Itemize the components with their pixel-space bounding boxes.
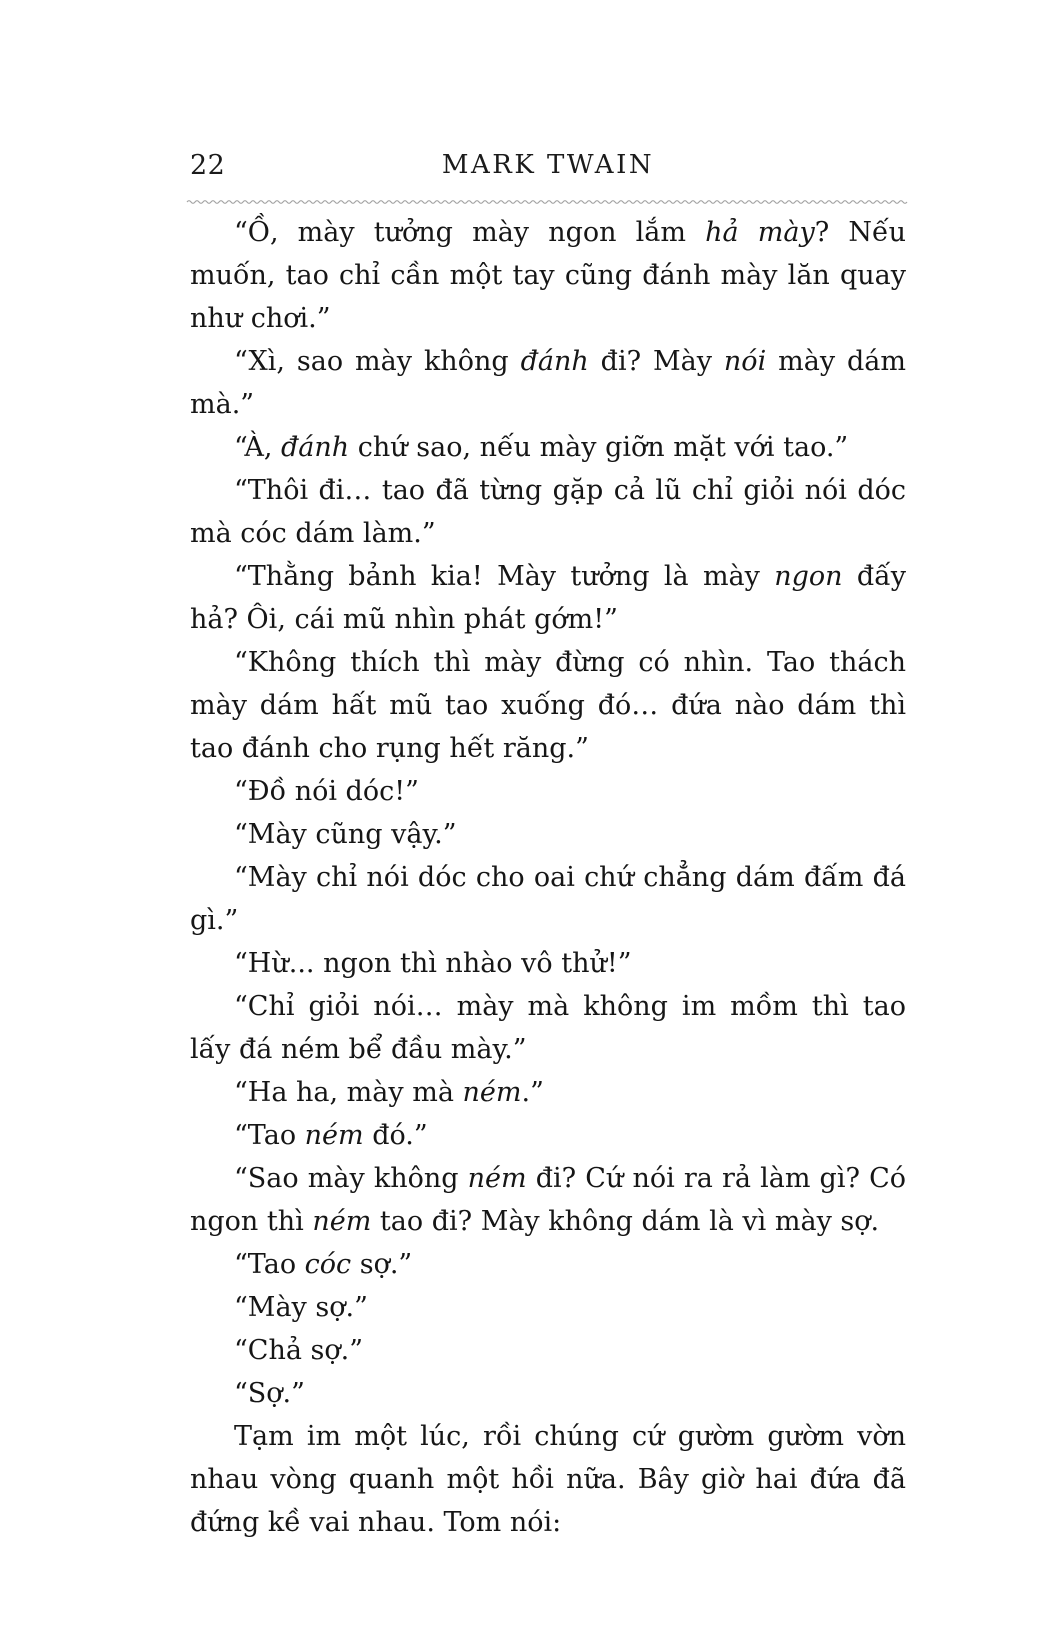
text-run: “Tao	[234, 1249, 305, 1280]
emphasized-text: hả mày	[705, 217, 815, 248]
paragraph	[190, 856, 906, 942]
emphasized-text: đánh	[520, 346, 589, 377]
paragraph	[190, 641, 906, 770]
text-run: “Sao mày không	[234, 1163, 468, 1194]
emphasized-text: ném	[304, 1120, 364, 1151]
emphasized-text: ngon	[774, 561, 843, 592]
text-run: “Thằng bảnh kia! Mày tưởng là mày	[234, 561, 775, 592]
text-run: “Chỉ giỏi nói… mày mà không im mồm thì tao lấy đá ném bể đầu mày.”	[190, 991, 906, 1065]
text-run: ? Nếu muốn, tao chỉ cần một tay cũng đánh mày lăn quay như chơi.”	[190, 217, 906, 334]
paragraph	[190, 1286, 906, 1329]
emphasized-text: ném	[467, 1163, 527, 1194]
paragraph	[190, 813, 906, 856]
paragraph	[190, 1243, 906, 1286]
emphasized-text: nói	[723, 346, 767, 377]
emphasized-text: đánh	[281, 432, 350, 463]
text-run: “Chả sợ.”	[234, 1335, 364, 1366]
text-run: mày dám mà.”	[190, 346, 906, 420]
paragraph	[190, 1071, 906, 1114]
text-run: “Không thích thì mày đừng có nhìn. Tao thách mày dám hất mũ tao xuống đó… đứa nào dám thì tao đánh cho rụng hết răng.”	[190, 647, 906, 764]
text-run: đi? Mày	[588, 346, 724, 377]
text-run: tao đi? Mày không dám là vì mày sợ.	[371, 1206, 880, 1237]
emphasized-text: ném	[462, 1077, 522, 1108]
paragraph	[190, 555, 906, 641]
text-run: “Xì, sao mày không	[234, 346, 521, 377]
text-run: Tạm im một lúc, rồi chúng cứ gườm gườm vờn nhau vòng quanh một hồi nữa. Bây giờ hai đứa đã đứng kề vai nhau. Tom nói:	[190, 1421, 906, 1538]
paragraph	[190, 1329, 906, 1372]
text-run: “Mày sợ.”	[234, 1292, 368, 1323]
text-run: “À,	[234, 432, 281, 463]
paragraph	[190, 469, 906, 555]
paragraph	[190, 1157, 906, 1243]
paragraph	[190, 985, 906, 1071]
emphasized-text: ném	[312, 1206, 372, 1237]
text-run: “Đồ nói dóc!”	[234, 776, 419, 807]
paragraph	[190, 340, 906, 426]
running-title: MARK TWAIN	[441, 150, 655, 180]
emphasized-text: cóc	[304, 1249, 352, 1280]
text-run: .”	[521, 1077, 544, 1108]
wavy-divider-path	[187, 201, 907, 204]
paragraph	[190, 1114, 906, 1157]
page-number: 22	[190, 150, 226, 181]
paragraph	[190, 942, 906, 985]
text-run: “Ồ, mày tưởng mày ngon lắm	[234, 217, 706, 248]
wavy-divider-rule	[186, 196, 908, 206]
paragraph	[190, 1415, 906, 1544]
paragraph	[190, 211, 906, 340]
paragraph	[190, 426, 906, 469]
text-run: “Mày chỉ nói dóc cho oai chứ chẳng dám đấm đá gì.”	[190, 862, 906, 936]
text-run: “Sợ.”	[234, 1378, 305, 1409]
text-run: “Tao	[234, 1120, 305, 1151]
paragraph	[190, 1372, 906, 1415]
text-run: chứ sao, nếu mày giỡn mặt với tao.”	[349, 432, 849, 463]
text-run: đi? Cứ nói ra rả làm gì? Có ngon thì	[190, 1163, 906, 1237]
text-run: đó.”	[363, 1120, 428, 1151]
text-run: “Ha ha, mày mà	[234, 1077, 463, 1108]
running-head	[190, 150, 906, 184]
page-body	[190, 211, 906, 1544]
paragraph	[190, 770, 906, 813]
text-run: “Mày cũng vậy.”	[234, 819, 457, 850]
text-run: “Thôi đi… tao đã từng gặp cả lũ chỉ giỏi nói dóc mà cóc dám làm.”	[190, 475, 906, 549]
text-run: sợ.”	[351, 1249, 413, 1280]
text-run: đấy hả? Ôi, cái mũ nhìn phát gớm!”	[190, 561, 906, 635]
text-run: “Hừ... ngon thì nhào vô thử!”	[234, 948, 632, 979]
